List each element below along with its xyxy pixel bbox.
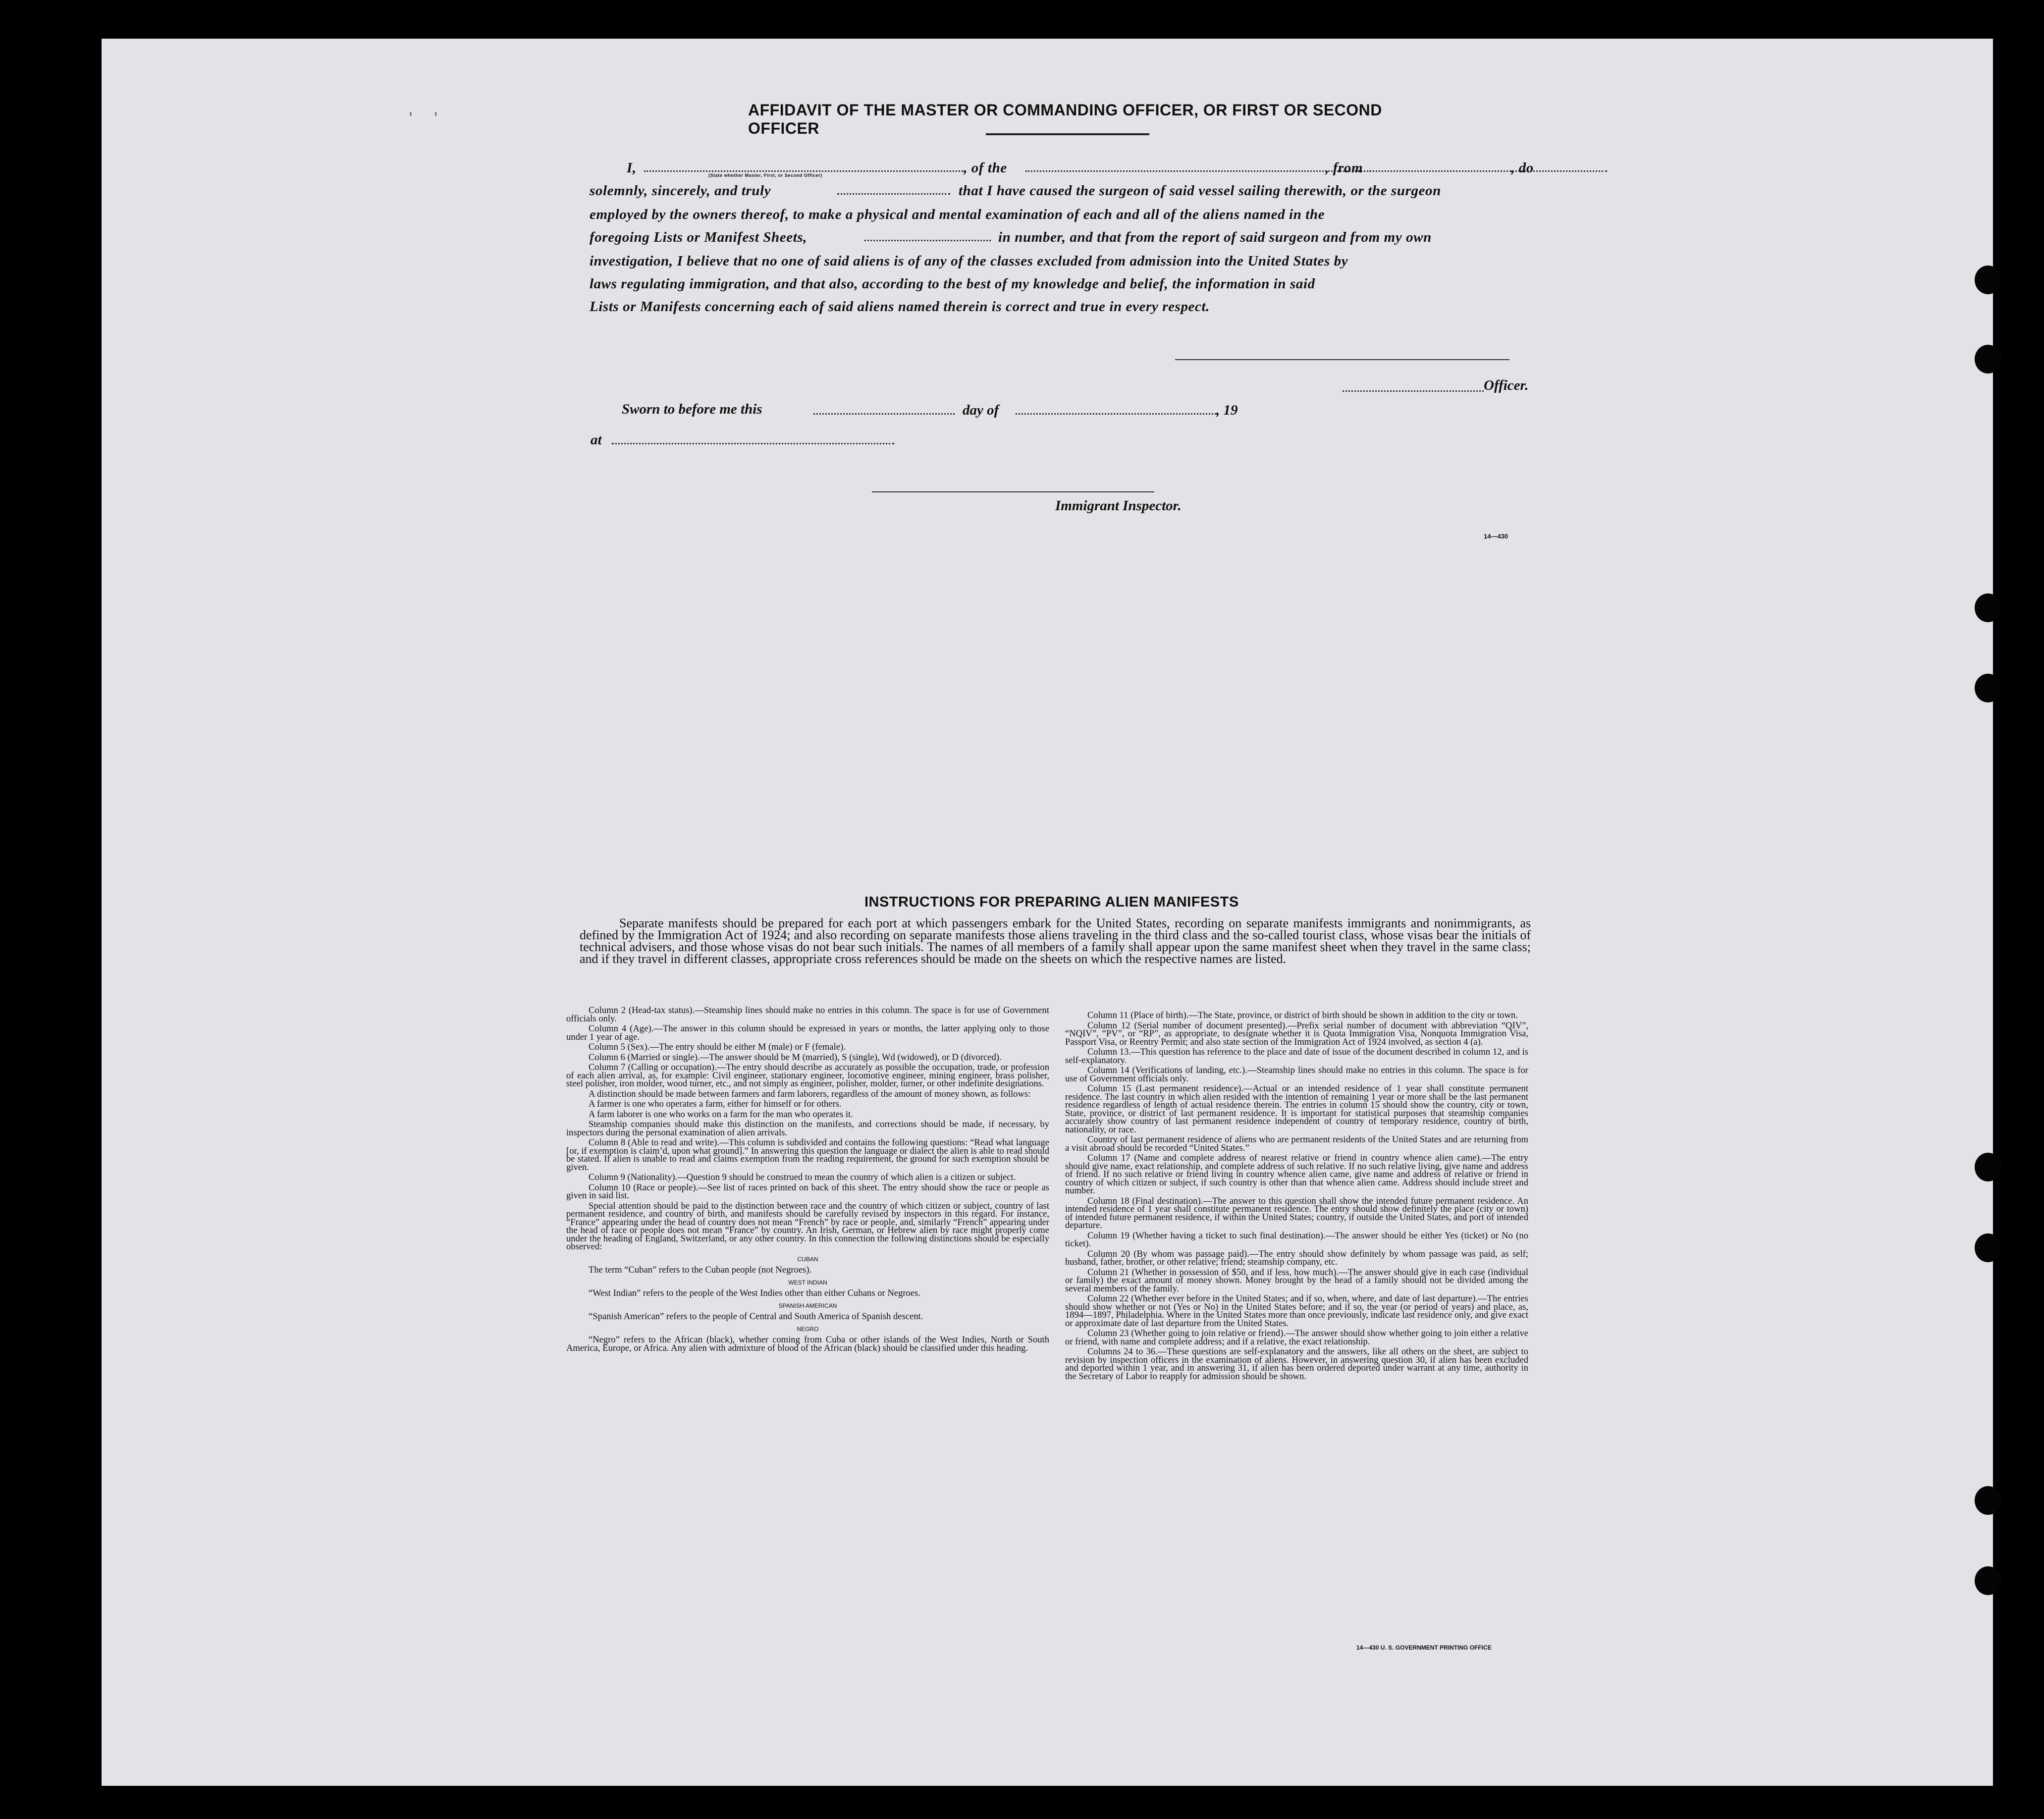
from-field[interactable] xyxy=(1369,170,1607,172)
cuban-heading: CUBAN xyxy=(797,1255,818,1263)
number-field[interactable] xyxy=(864,239,991,241)
negro-heading: NEGRO xyxy=(797,1325,819,1333)
instruction-paragraph: Columns 24 to 36.—These questions are self-explanatory and the answers, like all others on the sheet, are subject to revision by inspection officers in the examination of aliens. However, in answering question 30, if alien has been excluded and deported within 1 year, and in answering 31, if alien has been ordered deported under warrant at any time, authority in the Secretary of Labor to reapply for admission should be shown. xyxy=(1065,1346,1528,1382)
instructions-left-column xyxy=(566,1007,1049,1354)
instruction-paragraph: Country of last permanent residence of aliens who are permanent residents of the United States and are returning from a visit abroad should be recorded “United States.” xyxy=(1065,1134,1528,1153)
investigation-text: investigation, I believe that no one of said aliens is of any of the classes excluded from admission into the United States by xyxy=(590,253,1348,269)
binder-hole xyxy=(1975,674,2001,702)
affidavit-line-1 xyxy=(590,160,1546,180)
instruction-paragraph: Column 10 (Race or people).—See list of races printed on back of this sheet. The entry should show the race or people as given in said list. xyxy=(566,1182,1049,1201)
inspector-signature-line[interactable] xyxy=(872,491,1154,492)
binder-hole xyxy=(1975,345,2001,374)
surgeon-text: that I have caused the surgeon of said vessel sailing therewith, or the surgeon xyxy=(959,183,1441,199)
affidavit-line-6 xyxy=(590,276,1546,296)
at-label: at xyxy=(591,432,602,448)
solemnly-field[interactable] xyxy=(837,193,950,195)
year-label: , 19 xyxy=(1216,402,1238,418)
spanish-american-heading: SPANISH AMERICAN xyxy=(778,1302,837,1309)
instruction-paragraph: Column 6 (Married or single).—The answer should be M (married), S (single), Wd (widowed), or D (divorced). xyxy=(589,1052,1002,1063)
west-indian-text: “West Indian” refers to the people of the West Indies other than either Cubans or Negroes. xyxy=(589,1288,920,1298)
binder-hole xyxy=(1975,266,2001,294)
instruction-paragraph: Column 18 (Final destination).—The answer to this question shall show the intended future permanent residence. An intended residence of 1 year shall constitute permanent residence. The entry should show definitely the place (city or town) of intended future permanent residence, if within the United States; country, if outside the United States, and port of intended departure. xyxy=(1065,1195,1528,1230)
cuban-text: The term “Cuban” refers to the Cuban people (not Negroes). xyxy=(589,1265,812,1275)
sworn-label: Sworn to before me this xyxy=(622,401,762,417)
instruction-paragraph: Steamship companies should make this distinction on the manifests, and corrections should be made, if necessary, by inspectors during the personal examination of alien arrivals. xyxy=(566,1119,1049,1138)
instruction-paragraph: Column 13.—This question has reference to the place and date of issue of the document described in column 12, and is self-explanatory. xyxy=(1065,1047,1528,1066)
affidavit-line-2 xyxy=(590,183,1546,203)
instruction-paragraph: Column 4 (Age).—The answer in this column should be expressed in years or months, the latter applying only to those under 1 year of age. xyxy=(566,1023,1049,1042)
instruction-paragraph: Special attention should be paid to the distinction between race and the country of which citizen or subject, country of last permanent residence, and country of birth, and manifests should be carefully revised by inspectors in this regard. For instance, “France” appearing under the head of country does not mean “French” by race or people, and, similarly “French” appearing under the head of race or people does not mean “France” by country. An Irish, German, or Hebrew alien by race might properly come under the heading of England, Switzerland, or any other country. In this connection the following distinctions should be especially observed: xyxy=(566,1200,1049,1252)
instruction-paragraph: Column 20 (By whom was passage paid).—The entry should show definitely by whom passage was paid, as self; husband, father, brother, or other relative; friend; steamship company, etc. xyxy=(1065,1248,1528,1267)
instruction-paragraph: Column 9 (Nationality).—Question 9 should be construed to mean the country of which alien is a citizen or subject. xyxy=(589,1172,1016,1182)
instruction-paragraph: Column 23 (Whether going to join relative or friend).—The answer should show whether going to join either a relative or friend, with name and complete address; and if a relative, the exact relationship. xyxy=(1065,1328,1528,1347)
instruction-paragraph: Column 21 (Whether in possession of $50, and if less, how much).—The answer should give in each case (individual or family) the exact amount of money shown. Money brought by the head of a family should not be divided among the several members of the family. xyxy=(1065,1267,1528,1294)
instruction-paragraph: Column 22 (Whether ever before in the United States; and if so, when, where, and date of last departure).—The entries should show whether or not (Yes or No) in the United States before; and if so, the year (or period of years) and place, as, 1894—1897, Philadelphia. Where in the United States more than once previously, indicate last residence only, and give exact or approximate date of last departure from the United States. xyxy=(1065,1293,1528,1329)
rank-note: (State whether Master, First, or Second Officer) xyxy=(708,173,822,178)
instruction-paragraph: A farmer is one who operates a farm, either for himself or for others. xyxy=(589,1099,842,1109)
affidavit-i: I, xyxy=(627,160,637,176)
instruction-paragraph: Column 11 (Place of birth).—The State, province, or district of birth should be shown in addition to the city or town. xyxy=(1087,1010,1518,1020)
lists-text: Lists or Manifests concerning each of said aliens named therein is correct and true in every respect. xyxy=(590,299,1210,315)
from-label: , from xyxy=(1325,160,1363,176)
sworn-day-field[interactable] xyxy=(813,413,955,415)
affidavit-line-4 xyxy=(590,229,1546,249)
do-label: , do xyxy=(1511,160,1534,176)
instructions-right-column xyxy=(1065,1012,1528,1383)
affidavit-line-5 xyxy=(590,253,1546,273)
instruction-paragraph: A distinction should be made between farmers and farm laborers, regardless of the amount of money shown, as follows: xyxy=(589,1088,1031,1099)
binder-hole xyxy=(1975,1566,2001,1595)
spanish-american-text: “Spanish American” refers to the people of Central and South America of Spanish descent. xyxy=(589,1311,923,1322)
binder-hole xyxy=(1975,1486,2001,1515)
binder-hole xyxy=(1975,1153,2001,1181)
instruction-paragraph: Column 8 (Able to read and write).—This column is subdivided and contains the following questions: “Read what language [or, if exemption is claim’d, upon what ground].” In answering this question the language or dialect the alien is able to read should be stated. If alien is unable to read and claims exemption from the reading requirement, the ground for such exemption should be given. xyxy=(566,1137,1049,1173)
instruction-paragraph: A farm laborer is one who works on a farm for the man who operates it. xyxy=(589,1109,853,1120)
instruction-paragraph: Column 7 (Calling or occupation).—The entry should describe as accurately as possible the occupation, trade, or profession of each alien arrival, as, for example: Civil engineer, stationary engineer, locomotive engineer, mining engineer, brass polisher, steel polisher, iron molder, wood turner, etc., and not simply as engineer, polisher, molder, turner, or other indefinite designations. xyxy=(566,1062,1049,1089)
printing-office-note: 14—430 U. S. GOVERNMENT PRINTING OFFICE xyxy=(1356,1644,1492,1651)
inspector-label: Immigrant Inspector. xyxy=(1055,498,1182,514)
scan-specks: ' ' xyxy=(409,109,446,127)
negro-text: “Negro” refers to the African (black), whether coming from Cuba or other islands of the West Indies, North or South America, Europe, or Africa. Any alien with admixture of blood of the African (black) should be classified under this heading. xyxy=(566,1335,1049,1353)
affidavit-line-3 xyxy=(590,207,1546,226)
officer-rank-field[interactable] xyxy=(644,170,966,172)
form-number: 14—430 xyxy=(1484,533,1508,540)
instruction-paragraph: Column 19 (Whether having a ticket to such final destination).—The answer should be either Yes (ticket) or No (no ticket). xyxy=(1065,1230,1528,1249)
officer-signature-field[interactable] xyxy=(1343,390,1484,392)
officer-label: Officer. xyxy=(1484,377,1529,393)
day-of-label: day of xyxy=(963,402,999,418)
instruction-paragraph: Column 5 (Sex).—The entry should be either M (male) or F (female). xyxy=(589,1042,846,1052)
sworn-month-field[interactable] xyxy=(1016,413,1216,415)
title-rule xyxy=(986,133,1149,135)
instruction-paragraph: Column 14 (Verifications of landing, etc.).—Steamship lines should make no entries in this column. The space is for use of Government officials only. xyxy=(1065,1065,1528,1084)
of-the-label: , of the xyxy=(964,160,1007,176)
instruction-paragraph: Column 17 (Name and complete address of nearest relative or friend in country whence alien came).—The entry should give name, exact relationship, and complete address of such relative. If no such relative living, give name and address of friend. If no such relative or friend living in country whence alien came, give name and address of relative or friend in country of which citizen or subject, if such country is other than that whence alien came. Address should include street and number. xyxy=(1065,1153,1528,1196)
laws-text: laws regulating immigration, and that also, according to the best of my knowledge and belief, the information in said xyxy=(590,276,1315,292)
west-indian-heading: WEST INDIAN xyxy=(788,1279,827,1286)
instruction-paragraph: Column 2 (Head-tax status).—Steamship lines should make no entries in this column. The space is for use of Government officials only. xyxy=(566,1005,1049,1024)
in-number-text: in number, and that from the report of said surgeon and from my own xyxy=(998,229,1432,245)
instructions-title: INSTRUCTIONS FOR PREPARING ALIEN MANIFESTS xyxy=(864,894,1239,910)
affidavit-title: AFFIDAVIT OF THE MASTER OR COMMANDING OFFICER, OR FIRST OR SECOND OFFICER xyxy=(748,101,1382,137)
instructions-intro: Separate manifests should be prepared for each port at which passengers embark for the United States, recording on separate manifests immigrants and nonimmigrants, as defined by the Immigration Act of 1924; and also recording on separate manifests those aliens traveling in the third class and the so-called tourist class, whose visas bear the initials of technical advisers, and those whose visas do not bear such initials. The names of all members of a family shall appear upon the same manifest sheet when they travel in the same class; and if they travel in different classes, appropriate cross references should be made on the sheets on which the respective names are listed. xyxy=(580,916,1531,966)
foregoing-text: foregoing Lists or Manifest Sheets, xyxy=(590,229,807,245)
binder-hole xyxy=(1975,593,2001,622)
at-place-field[interactable] xyxy=(612,442,894,444)
solemnly-text: solemnly, sincerely, and truly xyxy=(590,183,771,199)
instruction-paragraph: Column 15 (Last permanent residence).—Actual or an intended residence of 1 year shall constitute permanent residence. The last country in which alien resided with the intention of remaining 1 year or more shall be the last permanent residence regardless of length of actual residence therein. The entries in column 15 should show the country, city or town, State, province, or district of last permanent residence. It is important for statistical purposes that steamship companies accurately show country of last permanent residence independent of country of temporary residence, country of birth, nationality, or race. xyxy=(1065,1083,1528,1135)
signature-line[interactable] xyxy=(1175,359,1509,360)
instruction-paragraph: Column 12 (Serial number of document presented).—Prefix serial number of document with abbreviation “QIV”, “NQIV”, “PV”, or “RP”, as appropriate, to designate whether it is Quota Immigration Visa, Nonquota Immigration Visa, Passport Visa, or Reentry Permit; and also state section of the Immigration Act of 1924 involved, as section 4 (a). xyxy=(1065,1020,1528,1047)
employed-text: employed by the owners thereof, to make a physical and mental examination of each and all of the aliens named in the xyxy=(590,207,1325,222)
binder-hole xyxy=(1975,1233,2001,1262)
affidavit-line-7 xyxy=(590,299,1546,319)
